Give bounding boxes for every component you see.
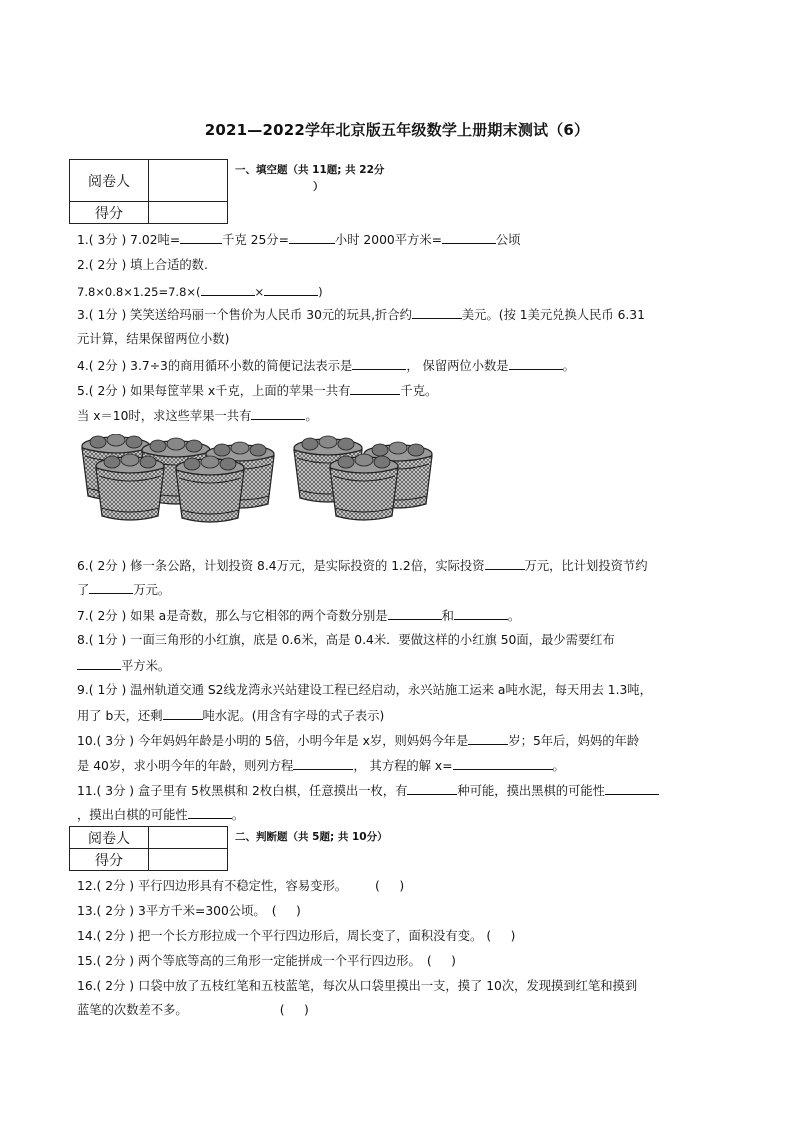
- section2-heading: 二、判断题（共 5题; 共 10分）: [235, 831, 388, 843]
- answer-blank[interactable]: [188, 806, 232, 819]
- reviewer-cell[interactable]: [149, 160, 228, 202]
- question-14: 14.( 2分 ) 把一个长方形拉成一个平行四边形后，周长变了，面积没有变。 ( ): [77, 929, 516, 943]
- answer-blank[interactable]: [442, 231, 496, 244]
- question-6-cont: 了 万元。: [77, 583, 171, 597]
- answer-blank[interactable]: [388, 607, 442, 620]
- answer-paren[interactable]: ( ): [486, 929, 516, 943]
- question-16: 16.( 2分 ) 口袋中放了五枝红笔和五枝蓝笔，每次从口袋里摸出一支，摸了 10次，发现摸到红笔和摸到: [77, 979, 638, 993]
- score-label: 得分: [70, 849, 149, 871]
- basket: [330, 454, 398, 520]
- answer-blank[interactable]: [251, 407, 305, 420]
- question-6: 6.( 2分 ) 修一条公路，计划投资 8.4万元，是实际投资的 1.2倍，实际投资 万元，比计划投资节约: [77, 559, 648, 573]
- answer-blank[interactable]: [264, 283, 318, 296]
- answer-paren[interactable]: ( ): [375, 879, 405, 893]
- question-10-cont: 是 40岁，求小明今年的年龄，则列方程 ， 其方程的解 x= 。: [77, 759, 565, 773]
- answer-blank[interactable]: [468, 732, 508, 745]
- question-5-cont: 当 x＝10时，求这些苹果一共有 。: [77, 409, 318, 423]
- question-7: 7.( 2分 ) 如果 a是奇数，那么与它相邻的两个奇数分别是 和 。: [77, 609, 521, 623]
- question-8-cont: 平方米。: [77, 657, 170, 674]
- score-label: 得分: [70, 202, 149, 224]
- answer-blank[interactable]: [289, 231, 335, 244]
- section1-heading: 一、填空题（共 11题; 共 22分 ）: [235, 164, 385, 193]
- reviewer-label: 阅卷人: [70, 160, 149, 202]
- question-2-expression: 7.8×0.8×1.25=7.8×( × ): [77, 285, 323, 299]
- answer-blank[interactable]: [454, 607, 508, 620]
- answer-blank[interactable]: [77, 657, 121, 670]
- question-3-cont: 元计算，结果保留两位小数): [77, 332, 230, 346]
- question-15: 15.( 2分 ) 两个等底等高的三角形一定能拼成一个平行四边形。 ( ): [77, 954, 456, 968]
- answer-blank[interactable]: [163, 707, 203, 720]
- question-8: 8.( 1分 ) 一面三角形的小红旗，底是 0.6米，高是 0.4米．要做这样的小红旗 50面，最少需要红布: [77, 633, 615, 647]
- answer-blank[interactable]: [605, 782, 659, 795]
- answer-blank[interactable]: [412, 306, 462, 319]
- question-3: 3.( 1分 ) 笑笑送给玛丽一个售价为人民币 30元的玩具,折合约 美元。(按 1美元兑换人民币 6.31: [77, 308, 645, 322]
- basket: [96, 454, 164, 520]
- score-cell[interactable]: [149, 849, 228, 871]
- reviewer-label: 阅卷人: [70, 827, 149, 849]
- answer-paren[interactable]: ( ): [271, 904, 301, 918]
- question-11-cont: ，摸出白棋的可能性 。: [77, 808, 244, 822]
- question-1: 1.( 3分 ) 7.02吨= 千克 25分= 小时 2000平方米= 公顷: [77, 233, 521, 247]
- basket: [176, 456, 244, 522]
- answer-blank[interactable]: [350, 382, 400, 395]
- reviewer-cell[interactable]: [149, 827, 228, 849]
- answer-blank[interactable]: [407, 782, 457, 795]
- question-9-cont: 用了 b天，还剩 吨水泥。(用含有字母的式子表示): [77, 709, 385, 723]
- grader-box-2: [69, 826, 228, 871]
- answer-blank[interactable]: [352, 357, 406, 370]
- answer-paren[interactable]: ( ): [426, 954, 456, 968]
- question-10: 10.( 3分 ) 今年妈妈年龄是小明的 5倍，小明今年是 x岁，则妈妈今年是 岁；5年后，妈妈的年龄: [77, 734, 640, 748]
- answer-blank[interactable]: [180, 231, 222, 244]
- answer-blank[interactable]: [509, 357, 563, 370]
- question-9: 9.( 1分 ) 温州轨道交通 S2线龙湾永兴站建设工程已经启动，永兴站施工运来 a吨水泥，每天用去 1.3吨，: [77, 683, 652, 697]
- answer-blank[interactable]: [453, 757, 553, 770]
- page-title: 2021—2022学年北京版五年级数学上册期末测试（6）: [204, 121, 590, 139]
- answer-blank[interactable]: [293, 757, 353, 770]
- question-4: 4.( 2分 ) 3.7÷3的商用循环小数的简便记法表示是 ， 保留两位小数是 。: [77, 359, 575, 373]
- score-cell[interactable]: [149, 202, 228, 224]
- answer-blank[interactable]: [89, 581, 133, 594]
- answer-paren[interactable]: ( ): [279, 1003, 309, 1017]
- question-11: 11.( 3分 ) 盒子里有 5枚黑棋和 2枚白棋，任意摸出一枚，有 种可能，摸出黑棋的可能性: [77, 782, 659, 799]
- grader-box-1: [69, 159, 228, 224]
- apple-baskets-illustration: [80, 434, 442, 524]
- question-12: 12.( 2分 ) 平行四边形具有不稳定性，容易变形。 ( ): [77, 879, 405, 893]
- answer-blank[interactable]: [485, 557, 525, 570]
- answer-blank[interactable]: [201, 283, 255, 296]
- question-5: 5.( 2分 ) 如果每筐苹果 x千克，上面的苹果一共有 千克。: [77, 384, 438, 398]
- question-13: 13.( 2分 ) 3平方千米=300公顷。 ( ): [77, 904, 301, 918]
- question-16-cont: 蓝笔的次数差不多。 ( ): [77, 1003, 309, 1017]
- question-2: 2.( 2分 ) 填上合适的数.: [77, 258, 208, 272]
